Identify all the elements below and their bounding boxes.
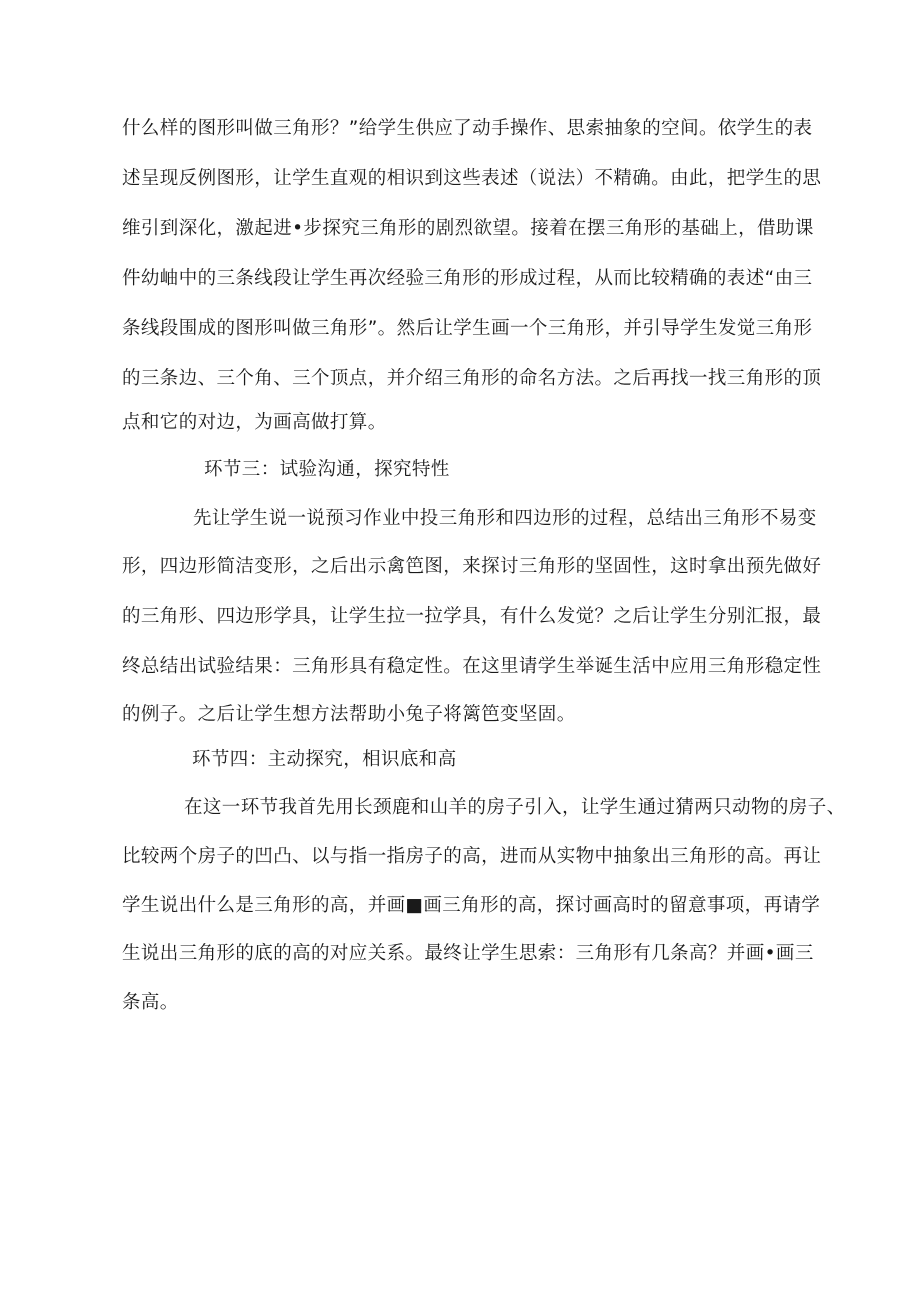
paragraph-line: 条线段围成的图形叫做三角形”。然后让学生画一个三角形，并引导学生发觉三角形 — [122, 318, 813, 339]
paragraph-line: 件幼岫中的三条线段让学生再次经验三角形的形成过程，从而比较精确的表述“由三 — [122, 268, 813, 289]
paragraph-line: 的三条边、三个角、三个顶点，并介绍三角形的命名方法。之后再找一找三角形的顶 — [122, 368, 822, 389]
section-heading-4: 环节四：主动探究，相识底和高 — [192, 749, 457, 770]
paragraph-line: 比较两个房子的凹凸、以与指一指房子的高，进而从实物中抽象出三角形的高。再让 — [122, 846, 822, 867]
paragraph-line: 维引到深化，激起进•步探究三角形的剧烈欲望。接着在摆三角形的基础上，借助课 — [122, 218, 814, 239]
paragraph-line: 的例子。之后让学生想方法帮助小兔子将篱笆变坚固。 — [122, 704, 576, 725]
section-heading-3: 环节三：试验沟通，探究特性 — [204, 459, 450, 480]
paragraph-line: 在这一环节我首先用长颈鹿和山羊的房子引入，让学生通过猜两只动物的房子、 — [184, 797, 846, 818]
paragraph-line: 先让学生说一说预习作业中投三角形和四边形的过程，总结出三角形不易变 — [193, 508, 817, 529]
paragraph-line: 学生说出什么是三角形的高，并画■画三角形的高，探讨画高时的留意事项，再请学 — [122, 895, 821, 916]
paragraph-line: 的三角形、四边形学具，让学生拉一拉学具，有什么发觉？之后让学生分别汇报，最 — [122, 606, 822, 627]
paragraph-line: 生说出三角形的底的高的对应关系。最终让学生思索：三角形有几条高？并画•画三 — [122, 943, 814, 964]
paragraph-line: 述呈现反例图形，让学生直观的相识到这些表述（说法）不精确。由此，把学生的思 — [122, 168, 822, 189]
paragraph-line: 终总结出试验结果：三角形具有稳定性。在这里请学生举诞生活中应用三角形稳定性 — [122, 656, 822, 677]
paragraph-line: 点和它的对边，为画高做打算。 — [122, 412, 387, 433]
paragraph-line: 条高。 — [122, 992, 179, 1013]
paragraph-line: 形，四边形简洁变形，之后出示禽笆图，来探讨三角形的坚固性，这时拿出预先做好 — [122, 556, 822, 577]
paragraph-line: 什么样的图形叫做三角形？”给学生供应了动手操作、思索抽象的空间。依学生的表 — [122, 118, 813, 139]
